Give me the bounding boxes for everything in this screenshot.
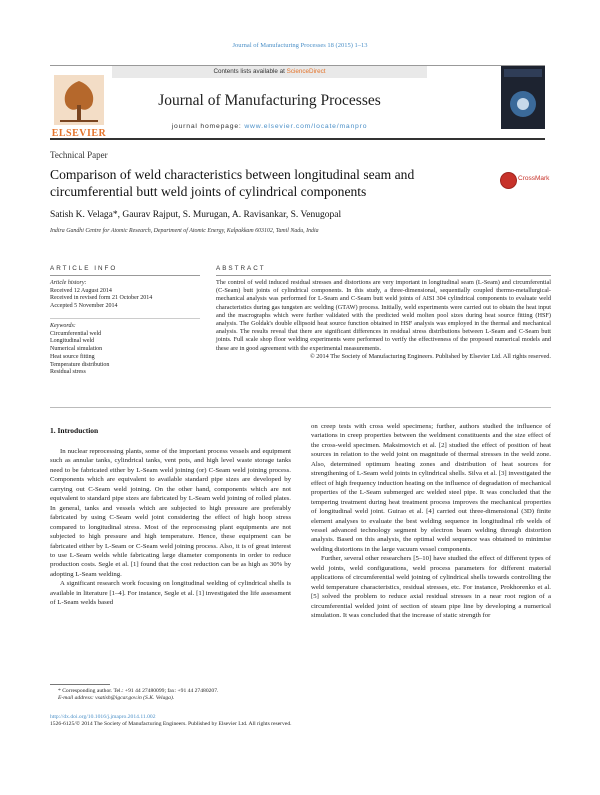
keyword-item: Longitudinal weld — [50, 338, 95, 345]
history-rule — [50, 318, 200, 319]
intro-paragraph: In nuclear reprocessing plants, some of the important process vessels and equipment such as annular tanks, cylindrical tanks, vent pots, and high level waste storage tanks need to be fabricated either by L-Seam weld joining (or) C-Seam weld joining process. Components which are equivalent to available standard pipe sizes are developed by carrying out C-Seam weld joining. On the other hand, components which are not equivalent to standard pipe sizes are fabricated by L-Seam weld joining of rolled plates. In general, tanks and vessels which are subjected to high pressure are preferably fabricated by using C-Seam weld joint considering the effect of high hoop stress compared to longitudinal stress. Most of the reprocessing plant equipments are not subjected to high pressure and high temperature. Hence, these equipment can be fabricated either by L-Seam or C-Seam weld joining process. Also, it is of great interest to use L-Seam welds while fabricating large diameter components in order to reduce production costs. Segle et al. [1] found that the cost reduction can be as high as 30% by adopting L-Seam welding. — [50, 448, 291, 578]
contents-bar — [112, 66, 427, 78]
journal-reference[interactable]: Journal of Manufacturing Processes 18 (2015) 1–13 — [232, 42, 368, 49]
keyword-item: Numerical simulation — [50, 346, 103, 353]
doi-link[interactable]: http://dx.doi.org/10.1016/j.jmapro.2014.11.002 — [50, 714, 156, 720]
journal-title: Journal of Manufacturing Processes — [158, 92, 381, 109]
abstract-body — [216, 279, 551, 361]
sciencedirect-link[interactable]: ScienceDirect — [286, 68, 326, 75]
article-info-rule — [50, 275, 200, 276]
journal-homepage — [112, 123, 427, 130]
article-info-heading: ARTICLE INFO — [50, 265, 118, 272]
abstract-text: The control of weld induced residual stresses and distortions are very important in longitudinal seam (L-Seam) and circumferential (C-Seam) butt joints of cylindrical components. In this study, a three-dimensional, sequentially coupled thermo-metallurgical-mechanical analysis was performed for L-Seam and C-Seam butt weld joints of AISI 304 cylindrical components to evaluate weld characteristics during gas tungsten arc welding (GTAW) process. Initially, weld experiments were carried out to obtain the heat input and the macrographs which were further validated with the predicted weld molten pool sizes during heat source fitting (HSF) analysis. The Goldak's double ellipsoid heat source function obtained in HSF analysis was employed in the thermal and mechanical analysis. The results reveal that there are significant differences in residual stress distributions between L-Seam and C-Seam butt joints. Full scale shop floor welding experiments were performed to verify the effectiveness of the proposed numerical models and these are in good agreement with the experimental measurements. — [216, 279, 551, 352]
publisher-name: ELSEVIER — [51, 128, 107, 139]
journal-header — [50, 65, 545, 140]
keyword-item: Residual stress — [50, 369, 86, 376]
keyword-item: Heat source fitting — [50, 353, 95, 360]
author-email[interactable]: E-mail address: vsatish@igcar.gov.in (S.K. Velaga). — [58, 695, 175, 702]
homepage-link[interactable]: www.elsevier.com/locate/manpro — [244, 123, 368, 130]
homepage-label: journal homepage: — [171, 123, 242, 130]
crossmark-icon — [500, 172, 517, 189]
left-column — [50, 447, 291, 608]
keyword-item: Circumferential weld — [50, 330, 102, 337]
footnote-rule — [50, 684, 110, 685]
intro-paragraph: on creep tests with cross weld specimens; further, authors studied the influence of variations in creep properties between the weldment constituents and the size effect of the cross-weld specimen. Maksimovich et al. [2] studied the effect of position of heat sources in relation to the weld joint on magnitude of thermal stresses in the weld zone. Also, determined optimum heating zones and distribution of heat sources for strengthening of L-Seam weld joints in cylindrical shells. Silva et al. [3] investigated the effect of high frequency induction heating on the influence of degradation of mechanical properties of the L-Seam submerged arc welded steel pipe. It was concluded that the tempering treatment during heat treatment process improves the mechanical properties of longitudinal weld joint. Guirao et al. [4] carried out three-dimensional (3D) finite element analyses to evaluate the best welding sequence in longitudinal rib welds of vessel advanced technology segment by electron beam welding through distortion analysis. Based on this analysis, the optimal weld sequence was obtained to minimise welding distortions in the large vacuum vessel components. — [311, 423, 551, 553]
crossmark-label: CrossMark — [518, 175, 550, 182]
intro-paragraph: A significant research work focusing on longitudinal welding of cylindrical shells is available in literature [1–4]. For instance, Segle et al. [1] investigated the life assessment of L-Seam welds based — [50, 580, 291, 607]
right-column — [311, 422, 551, 621]
footnote — [58, 688, 298, 703]
article-history — [50, 280, 200, 311]
abstract-heading: ABSTRACT — [216, 265, 266, 272]
history-received: Received 12 August 2014 — [50, 287, 112, 294]
paper-title: Comparison of weld characteristics between longitudinal seam and circumferential butt weld joints of cylindrical components — [50, 167, 415, 199]
abstract-rule — [216, 275, 551, 276]
contents-prefix: Contents lists available at — [213, 68, 285, 75]
article-identifiers — [50, 714, 550, 729]
elsevier-tree-logo — [50, 71, 108, 129]
abstract-bottom-rule — [50, 407, 551, 408]
history-accepted: Accepted 5 November 2014 — [50, 303, 118, 310]
history-revised: Received in revised form 21 October 2014 — [50, 295, 153, 302]
journal-cover-thumbnail — [501, 66, 545, 129]
crossmark-badge[interactable] — [500, 172, 550, 190]
history-label: Article history: — [50, 280, 87, 286]
author-list: Satish K. Velaga*, Gaurav Rajput, S. Murugan, A. Ravisankar, S. Venugopal — [50, 210, 342, 220]
keyword-item: Temperature distribution — [50, 361, 110, 368]
abstract-copyright: © 2014 The Society of Manufacturing Engineers. Published by Elsevier Ltd. All rights reserved. — [309, 352, 551, 360]
affiliation: Indira Gandhi Centre for Atomic Research, Department of Atomic Energy, Kalpakkam 603102, Tamil Nadu, India — [50, 228, 319, 234]
article-type: Technical Paper — [50, 150, 108, 160]
section-heading-introduction: 1. Introduction — [50, 426, 99, 435]
intro-paragraph: Further, several other researchers [5–10] have studied the effect of different types of weld joints, weld configurations, weld process parameters for different material applications of circumferential weld joining of cylindrical shells towards controlling the weld temperature characteristics, residual stresses, etc. For instance, Prokhorenko et al. [5] solved the problem to reduce axial residual stresses in a near root region of a circumferential welded joint of section of steam pipe line by developing a numerical simulation. It was concluded that the increase of static strength for — [311, 555, 551, 620]
keywords — [50, 323, 200, 377]
keywords-label: Keywords: — [50, 323, 76, 329]
issn-copyright: 1526-6125/© 2014 The Society of Manufacturing Engineers. Published by Elsevier Ltd. All rights reserved. — [50, 721, 292, 728]
corresponding-author: * Corresponding author. Tel.: +91 44 27480099; fax: +91 44 27480207. — [58, 688, 219, 694]
